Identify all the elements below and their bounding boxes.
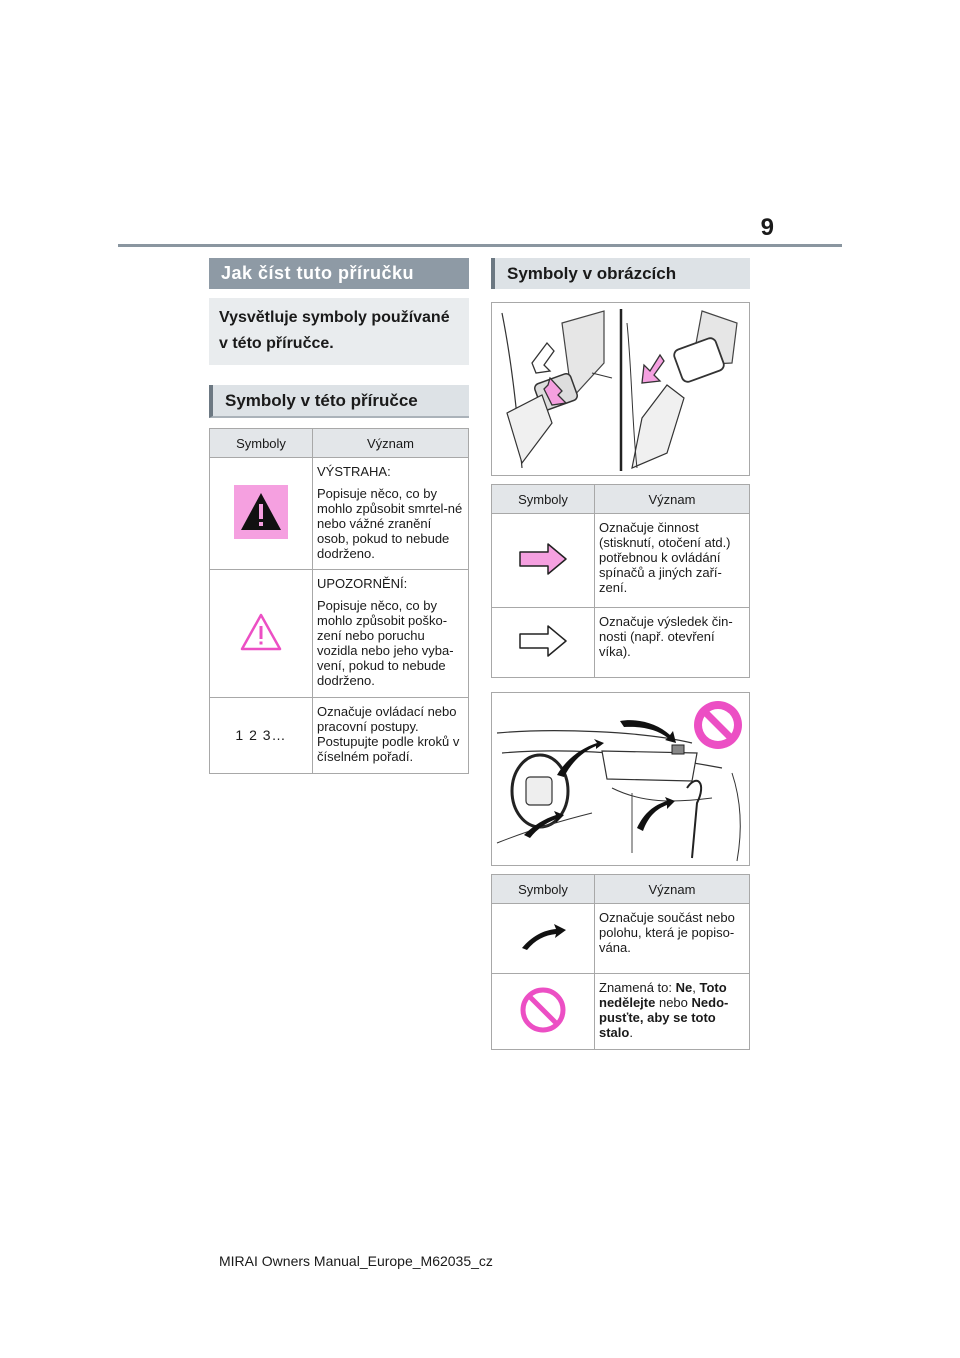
prohibition-sep: ,: [692, 980, 700, 995]
prohibition-end: .: [629, 1025, 633, 1040]
table-row: [492, 974, 750, 1050]
prohibition-text: [599, 980, 745, 1040]
seatbelt-illustration: [492, 303, 749, 475]
symbol-cell: [492, 904, 595, 974]
meaning-cell: [595, 514, 750, 608]
column-header-symbol: Symboly: [492, 485, 595, 514]
warning-title: VÝSTRAHA:: [317, 464, 391, 479]
meaning-cell: [313, 698, 469, 774]
table-header-row: [492, 485, 750, 514]
meaning-cell: [595, 974, 750, 1050]
meaning-cell: [313, 570, 469, 698]
dashboard-illustration: [492, 693, 749, 865]
warning-text: Popisuje něco, co by mohlo způsobit smrtel-né nebo vážné zranění osob, pokud to nebude dodrženo.: [317, 486, 463, 561]
intro-text: Vysvětluje symboly používané v této příručce.: [209, 298, 469, 365]
caution-text: Popisuje něco, co by mohlo způsobit poško-zení nebo poruchu vozidla nebo jeho vyba-vení, pokud to nebude dodrženo.: [317, 598, 454, 688]
table-row: [210, 570, 469, 698]
subsection-title: Symboly v této příručce: [209, 385, 469, 418]
left-column: [209, 258, 469, 774]
table-row: [210, 698, 469, 774]
step-numbers-icon: 1 2 3…: [235, 727, 287, 743]
location-text: Označuje součást nebo polohu, která je popiso-vána.: [599, 910, 735, 955]
table-header-row: [210, 429, 469, 458]
caution-title: UPOZORNĚNÍ:: [317, 576, 408, 591]
column-header-meaning: Význam: [595, 875, 750, 904]
seatbelt-figure: [491, 302, 750, 476]
prohibition-prevent: Nedo-pusťte, aby se toto stalo: [599, 995, 729, 1040]
symbol-cell: [210, 458, 313, 570]
table-header-row: [492, 875, 750, 904]
column-header-meaning: Význam: [595, 485, 750, 514]
section-title-figures: Symboly v obrázcích: [491, 258, 750, 289]
prohibition-prefix: Znamená to:: [599, 980, 676, 995]
section-title: Jak číst tuto příručku: [209, 258, 469, 289]
footer-text: MIRAI Owners Manual_Europe_M62035_cz: [219, 1253, 493, 1269]
column-header-meaning: Význam: [313, 429, 469, 458]
column-header-symbol: Symboly: [210, 429, 313, 458]
symbol-cell: [492, 974, 595, 1050]
figure-symbols-table: [491, 484, 750, 678]
warning-filled-icon: [234, 485, 288, 539]
meaning-cell: [595, 904, 750, 974]
table-row: [492, 514, 750, 608]
prohibition-dont: Toto nedělejte: [599, 980, 727, 1010]
right-column: [491, 258, 750, 1050]
symbol-cell: [210, 698, 313, 774]
pink-arrow-icon: [518, 542, 568, 576]
symbol-cell: [210, 570, 313, 698]
prohibition-sep: nebo: [655, 995, 692, 1010]
table-row: [210, 458, 469, 570]
symbol-cell: [492, 514, 595, 608]
table-row: [492, 904, 750, 974]
action-text: Označuje činnost (stisknutí, otočení atd.) potřebnou k ovládání spínačů a jiných zaří-zení.: [599, 520, 731, 595]
symbol-cell: [492, 608, 595, 678]
header-rule: [118, 244, 842, 247]
caution-outline-icon: [239, 612, 283, 652]
figure-symbols-table-2: [491, 874, 750, 1050]
curved-arrow-icon: [518, 922, 568, 952]
meaning-cell: [313, 458, 469, 570]
symbols-table: [209, 428, 469, 774]
meaning-cell: [595, 608, 750, 678]
page-number: 9: [760, 214, 774, 241]
steps-text: Označuje ovládací nebo pracovní postupy. Postupujte podle kroků v číselném pořadí.: [317, 704, 460, 764]
prohibition-no: Ne: [675, 980, 693, 995]
dashboard-figure: [491, 692, 750, 866]
table-row: [492, 608, 750, 678]
outline-arrow-icon: [518, 624, 568, 658]
result-text: Označuje výsledek čin-nosti (např. otevření víka).: [599, 614, 733, 659]
prohibition-icon: [520, 987, 566, 1033]
column-header-symbol: Symboly: [492, 875, 595, 904]
